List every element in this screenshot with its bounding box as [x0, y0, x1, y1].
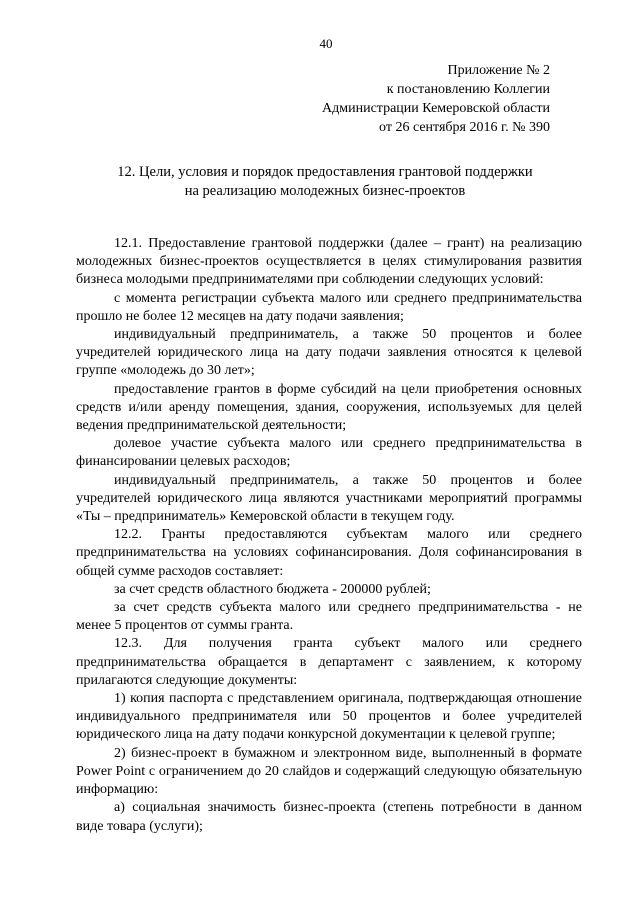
paragraph: за счет средств областного бюджета - 200000 рублей;	[114, 581, 431, 597]
paragraph: индивидуальный предприниматель, а также 50 процентов и более учредителей юридического лица являются участниками мероприятий программы «Ты – предприниматель» Кемеровской области в текущем году.	[76, 472, 582, 525]
paragraph: 1) копия паспорта с представлением оригинала, подтверждающая отношение индивидуального предпринимателя или 50 процентов и более учредителей юридического лица на дату подачи конкурсной документации к целевой группе;	[76, 691, 582, 743]
appendix-reference	[322, 61, 550, 137]
paragraph: долевое участие субъекта малого или среднего предпринимательства в финансировании целевых расходов;	[76, 436, 582, 470]
paragraph: индивидуальный предприниматель, а также 50 процентов и более учредителей юридического лица на дату подачи заявления относятся к целевой группе «молодежь до 30 лет»;	[76, 327, 582, 379]
paragraph: с момента регистрации субъекта малого или среднего предпринимательства прошло не более 12 месяцев на дату подачи заявления;	[76, 290, 582, 324]
page-number: 40	[319, 36, 333, 51]
section-heading	[60, 163, 590, 201]
document-body	[76, 235, 582, 836]
paragraph: а) социальная значимость бизнес-проекта (степень потребности в данном виде товара (услуги);	[76, 800, 582, 834]
heading-line: 12. Цели, условия и порядок предоставления грантовой поддержки	[117, 164, 533, 180]
appendix-line: к постановлению Коллегии	[386, 82, 550, 97]
appendix-line: Администрации Кемеровской области	[322, 101, 550, 116]
paragraph: предоставление грантов в форме субсидий на цели приобретения основных средств и/или аренду помещения, здания, сооружения, используемых для целей ведения предпринимательской деятельности;	[76, 381, 582, 434]
paragraph: за счет средств субъекта малого или среднего предпринимательства - не менее 5 процентов от суммы гранта.	[76, 600, 582, 634]
paragraph: 12.2. Гранты предоставляются субъектам малого или среднего предпринимательства на условиях софинансирования. Доля софинансирования в общей сумме расходов составляет:	[76, 527, 582, 579]
paragraph: 2) бизнес-проект в бумажном и электронном виде, выполненный в формате Power Point с ограничением до 20 слайдов и содержащий следующую обязательную информацию:	[76, 745, 582, 798]
appendix-line: от 26 сентября 2016 г. № 390	[379, 120, 550, 135]
heading-line: на реализацию молодежных бизнес-проектов	[184, 183, 466, 199]
paragraph: 12.1. Предоставление грантовой поддержки (далее – грант) на реализацию молодежных бизнес-проектов осуществляется в целях стимулирования развития бизнеса молодыми предпринимателями при соблюдении следующих условий:	[76, 236, 582, 288]
paragraph: 12.3. Для получения гранта субъект малого или среднего предпринимательства обращается в департамент с заявлением, к которому прилагаются следующие документы:	[76, 636, 582, 688]
appendix-line: Приложение № 2	[447, 63, 550, 78]
